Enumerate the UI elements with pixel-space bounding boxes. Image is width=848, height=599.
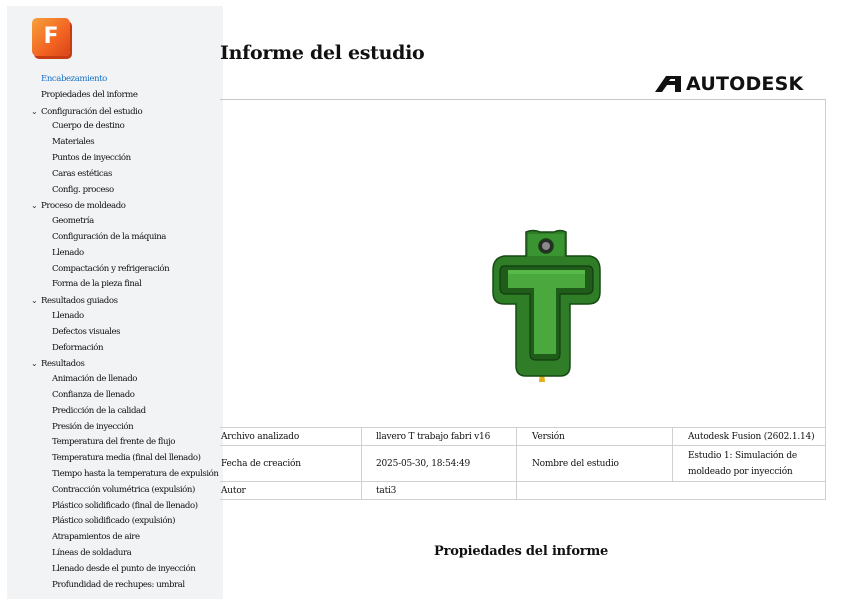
sidebar-item-label: Propiedades del informe bbox=[41, 89, 138, 100]
t-letter-highlight bbox=[508, 270, 585, 274]
sidebar-item-label: Forma de la pieza final bbox=[52, 279, 142, 290]
header-divider bbox=[220, 99, 825, 100]
sidebar-item-label: Defectos visuales bbox=[52, 326, 121, 337]
sidebar-item[interactable] bbox=[7, 404, 223, 420]
logo-letter: F bbox=[43, 24, 59, 49]
sidebar-item-label: Resultados guiados bbox=[41, 296, 118, 307]
sidebar-item[interactable] bbox=[7, 546, 223, 562]
sidebar-item-label: Llenado bbox=[52, 247, 84, 258]
sidebar-nav bbox=[7, 72, 223, 593]
sidebar-item[interactable] bbox=[7, 514, 223, 530]
sidebar-item-label: Presión de inyección bbox=[52, 421, 134, 432]
sidebar-item-label: Atrapamientos de aire bbox=[52, 532, 140, 543]
sidebar-item[interactable] bbox=[7, 483, 223, 499]
sidebar-item-label: Resultados bbox=[41, 359, 85, 370]
sidebar-item-label: Configuración del estudio bbox=[41, 106, 143, 117]
sidebar-item-label: Confianza de llenado bbox=[52, 389, 135, 400]
sidebar-item[interactable] bbox=[7, 293, 223, 309]
sidebar-item-label: Compactación y refrigeración bbox=[52, 263, 170, 274]
sidebar-item[interactable] bbox=[7, 388, 223, 404]
chevron-down-icon[interactable]: ⌄ bbox=[31, 296, 38, 306]
sidebar-item[interactable] bbox=[7, 262, 223, 278]
sidebar-item[interactable] bbox=[7, 530, 223, 546]
sidebar-item-label: Profundidad de rechupes: umbral bbox=[52, 579, 185, 590]
sidebar-item[interactable] bbox=[7, 325, 223, 341]
sidebar-item[interactable] bbox=[7, 277, 223, 293]
sidebar-item[interactable] bbox=[7, 198, 223, 214]
autodesk-brand bbox=[655, 73, 803, 95]
sidebar-item-label: Geometría bbox=[52, 216, 94, 227]
part-model-preview bbox=[490, 228, 602, 390]
page-title: Informe del estudio bbox=[220, 42, 425, 64]
sidebar-item[interactable] bbox=[7, 214, 223, 230]
autodesk-logo-icon bbox=[655, 76, 681, 92]
sidebar-item-label: Configuración de la máquina bbox=[52, 231, 166, 242]
sidebar-item[interactable] bbox=[7, 119, 223, 135]
table-row bbox=[220, 482, 826, 500]
table-cell: Versión bbox=[517, 428, 673, 446]
table-cell: Autodesk Fusion (2602.1.14) bbox=[673, 428, 826, 446]
sidebar-item-label: Deformación bbox=[52, 342, 104, 353]
keychain-hole-inner bbox=[542, 242, 550, 250]
brand-name: AUTODESK bbox=[686, 73, 804, 95]
sidebar bbox=[7, 6, 223, 599]
table-cell: Autor bbox=[220, 482, 362, 500]
sidebar-item-label: Animación de llenado bbox=[52, 374, 137, 385]
sidebar-item-label: Contracción volumétrica (expulsión) bbox=[52, 484, 195, 495]
sidebar-item[interactable] bbox=[7, 151, 223, 167]
table-cell: Fecha de creación bbox=[220, 446, 362, 482]
table-cell: tati3 bbox=[362, 482, 517, 500]
sidebar-item[interactable] bbox=[7, 420, 223, 436]
sidebar-item-label: Cuerpo de destino bbox=[52, 121, 125, 132]
sidebar-item[interactable] bbox=[7, 167, 223, 183]
sidebar-item[interactable] bbox=[7, 135, 223, 151]
sidebar-item[interactable] bbox=[7, 578, 223, 594]
sidebar-item-label: Tiempo hasta la temperatura de expulsión bbox=[52, 468, 219, 479]
sidebar-item-label: Caras estéticas bbox=[52, 168, 112, 179]
table-row bbox=[220, 446, 826, 482]
table-cell: Nombre del estudio bbox=[517, 446, 673, 482]
chevron-down-icon[interactable]: ⌄ bbox=[31, 201, 38, 211]
sidebar-item[interactable] bbox=[7, 562, 223, 578]
table-row bbox=[220, 428, 826, 446]
table-cell: Estudio 1: Simulación de moldeado por inyección bbox=[673, 446, 826, 482]
sidebar-item-label: Proceso de moldeado bbox=[41, 201, 126, 212]
sidebar-item-label: Líneas de soldadura bbox=[52, 547, 132, 558]
sidebar-item-label: Plástico solidificado (expulsión) bbox=[52, 516, 176, 527]
study-info-table bbox=[220, 427, 826, 500]
sidebar-item[interactable] bbox=[7, 309, 223, 325]
sidebar-item-label: Llenado bbox=[52, 310, 84, 321]
sidebar-item-label: Plástico solidificado (final de llenado) bbox=[52, 500, 198, 511]
chevron-down-icon[interactable]: ⌄ bbox=[31, 106, 38, 116]
sidebar-item-label: Materiales bbox=[52, 137, 95, 148]
sidebar-item-label: Temperatura media (final del llenado) bbox=[52, 453, 201, 464]
sidebar-item[interactable] bbox=[7, 246, 223, 262]
sidebar-item-label: Encabezamiento bbox=[41, 74, 107, 84]
sidebar-item-label: Temperatura del frente de flujo bbox=[52, 437, 175, 448]
table-cell: llavero T trabajo fabri v16 bbox=[362, 428, 517, 446]
table-cell: 2025-05-30, 18:54:49 bbox=[362, 446, 517, 482]
sidebar-item[interactable] bbox=[7, 341, 223, 357]
sidebar-item[interactable] bbox=[7, 467, 223, 483]
sidebar-item-label: Puntos de inyección bbox=[52, 152, 131, 163]
sidebar-item[interactable] bbox=[7, 183, 223, 199]
sidebar-item[interactable] bbox=[7, 88, 223, 104]
sidebar-item[interactable] bbox=[7, 499, 223, 515]
sidebar-item[interactable] bbox=[7, 451, 223, 467]
sidebar-item[interactable] bbox=[7, 230, 223, 246]
sidebar-item-label: Llenado desde el punto de inyección bbox=[52, 563, 196, 574]
sidebar-item[interactable] bbox=[7, 356, 223, 372]
section-title: Propiedades del informe bbox=[434, 544, 609, 559]
sidebar-item[interactable] bbox=[7, 72, 223, 88]
sidebar-item[interactable] bbox=[7, 435, 223, 451]
fusion-logo bbox=[32, 18, 70, 56]
sidebar-item[interactable] bbox=[7, 104, 223, 120]
table-cell: Archivo analizado bbox=[220, 428, 362, 446]
chevron-down-icon[interactable]: ⌄ bbox=[31, 359, 38, 369]
sidebar-item-label: Config. proceso bbox=[52, 184, 114, 195]
sidebar-item[interactable] bbox=[7, 372, 223, 388]
sidebar-item-label: Predicción de la calidad bbox=[52, 405, 146, 416]
table-cell bbox=[517, 482, 826, 500]
